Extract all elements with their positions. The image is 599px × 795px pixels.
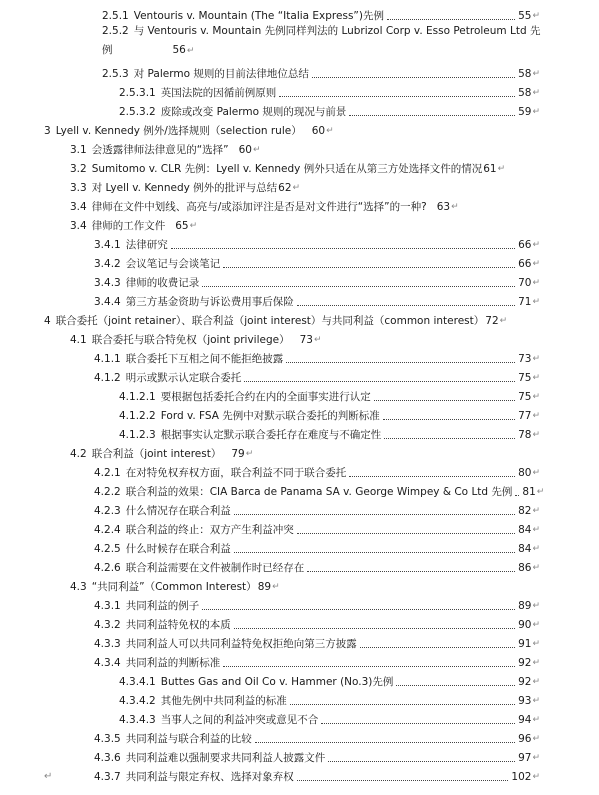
toc-entry-title: 共同利益的例子 xyxy=(125,600,200,612)
toc-entry-page: 102 xyxy=(511,771,532,783)
toc-entry-title: Ford v. FSA 先例中对默示联合委托的判断标准 xyxy=(160,410,380,422)
toc-entry-number: 4.2.3 xyxy=(94,505,121,517)
toc-entry-page: 96 xyxy=(518,733,532,745)
toc-entry[interactable] xyxy=(102,62,540,81)
toc-entry-page: 63 xyxy=(436,201,451,213)
toc-entry-page: 72 xyxy=(485,315,499,327)
toc-entry-number: 3.4 xyxy=(70,220,87,232)
toc-entry-title: 联合委托下互相之间不能拒绝披露 xyxy=(125,353,284,365)
toc-entry[interactable] xyxy=(94,271,540,290)
toc-entry[interactable] xyxy=(94,613,540,632)
toc-entry-title: 共同利益人可以共同利益特免权拒绝向第三方披露 xyxy=(125,638,357,650)
return-mark: ↵ xyxy=(272,582,280,592)
toc-entry-number: 4.2.6 xyxy=(94,562,121,574)
toc-entry[interactable] xyxy=(70,195,540,214)
toc-entry[interactable] xyxy=(119,670,540,689)
toc-entry-title: 在对特免权弃权方面，联合利益不同于联合委托 xyxy=(125,467,347,479)
return-mark: ↵ xyxy=(532,772,540,782)
toc-entry-page: 90 xyxy=(518,619,532,631)
toc-entry[interactable] xyxy=(94,347,540,366)
toc-entry[interactable] xyxy=(94,537,540,556)
toc-entry-number: 3.3 xyxy=(70,182,87,194)
dot-leader xyxy=(223,267,515,268)
toc-entry-page: 82 xyxy=(518,505,532,517)
toc-entry[interactable] xyxy=(102,4,540,23)
return-mark: ↵ xyxy=(532,411,540,421)
toc-entry[interactable] xyxy=(70,176,540,195)
toc-entry-page: 89 xyxy=(518,600,532,612)
toc-entry[interactable] xyxy=(119,404,540,423)
dot-leader xyxy=(374,400,515,401)
return-mark: ↵ xyxy=(189,221,198,231)
return-mark: ↵ xyxy=(532,297,540,307)
dot-leader xyxy=(515,495,519,496)
toc-entry-page: 73 xyxy=(518,353,532,365)
toc-entry-title: 什么时候存在联合利益 xyxy=(125,543,231,555)
return-mark: ↵ xyxy=(451,202,459,212)
return-mark: ↵ xyxy=(532,753,540,763)
toc-entry[interactable] xyxy=(94,632,540,651)
dot-leader xyxy=(360,647,515,648)
return-mark: ↵ xyxy=(532,88,540,98)
toc-entry-number: 3.4 xyxy=(70,201,87,213)
toc-entry-page: 77 xyxy=(518,410,532,422)
toc-entry[interactable] xyxy=(44,309,544,328)
toc-entry-number: 2.5.2 xyxy=(102,25,129,37)
toc-entry-page: 70 xyxy=(518,277,532,289)
toc-entry-title: Buttes Gas and Oil Co v. Hammer (No.3)先例 xyxy=(160,676,394,688)
toc-entry-number: 4.3.4.2 xyxy=(119,695,156,707)
toc-entry-title: 联合利益需要在文件被制作时已经存在 xyxy=(125,562,305,574)
toc-entry-title: 对 Palermo 规则的目前法律地位总结 xyxy=(133,68,309,80)
return-mark: ↵ xyxy=(497,164,506,174)
toc-entry[interactable] xyxy=(94,252,540,271)
toc-entry[interactable] xyxy=(94,480,545,499)
dot-leader xyxy=(328,761,515,762)
toc-entry[interactable] xyxy=(102,22,546,60)
toc-entry-number: 4.3.5 xyxy=(94,733,121,745)
toc-entry-title: 与 Ventouris v. Mountain 先例同样判法的 Lubrizol Corp v. Esso Petroleum Ltd 先例 xyxy=(102,25,541,56)
dot-leader xyxy=(234,552,515,553)
return-mark: ↵ xyxy=(532,259,540,269)
dot-leader xyxy=(234,628,515,629)
toc-entry-title: 共同利益与联合利益的比较 xyxy=(125,733,252,745)
return-mark: ↵ xyxy=(532,354,540,364)
toc-entry[interactable] xyxy=(94,518,540,537)
toc-entry-number: 4.1.1 xyxy=(94,353,121,365)
dot-leader xyxy=(223,666,515,667)
toc-entry[interactable] xyxy=(94,594,540,613)
toc-entry[interactable] xyxy=(94,651,540,670)
toc-entry-page: 75 xyxy=(518,372,532,384)
toc-entry[interactable] xyxy=(94,727,540,746)
toc-entry-title: Lyell v. Kennedy 例外/选择规则（selection rule） xyxy=(55,125,302,137)
toc-entry-page: 94 xyxy=(518,714,532,726)
toc-entry-number: 4.3.6 xyxy=(94,752,121,764)
return-mark: ↵ xyxy=(532,639,540,649)
toc-entry-number: 4.2.5 xyxy=(94,543,121,555)
toc-entry-number: 4.3.2 xyxy=(94,619,121,631)
toc-entry-page: 97 xyxy=(518,752,532,764)
toc-entry-number: 4.2.1 xyxy=(94,467,121,479)
toc-entry-title: 联合利益的效果：CIA Barca de Panama SA v. George Wimpey & Co Ltd 先例 xyxy=(125,486,513,498)
toc-entry-title: 当事人之间的利益冲突或意见不合 xyxy=(160,714,319,726)
toc-entry-page: 93 xyxy=(518,695,532,707)
toc-entry-title: 会透露律师法律意见的“选择” xyxy=(91,144,229,156)
toc-entry-title: 律师的收费记录 xyxy=(125,277,200,289)
dot-leader xyxy=(202,609,515,610)
toc-entry-page: 81 xyxy=(522,486,536,498)
toc-entry-number: 4.3.4.1 xyxy=(119,676,156,688)
toc-entry-number: 4.1.2.2 xyxy=(119,410,156,422)
toc-entry-title: 联合委托与联合特免权（joint privilege） xyxy=(91,334,290,346)
toc-entry-page: 84 xyxy=(518,524,532,536)
toc-entry-text xyxy=(102,22,546,61)
return-mark: ↵ xyxy=(292,183,301,193)
dot-leader xyxy=(349,115,515,116)
return-mark: ↵ xyxy=(245,449,254,459)
toc-entry-number: 2.5.3.2 xyxy=(119,106,156,118)
return-mark: ↵ xyxy=(532,468,540,478)
toc-entry-number: 2.5.3.1 xyxy=(119,87,156,99)
toc-entry-page: 61 xyxy=(483,163,497,175)
toc-entry-page: 89 xyxy=(257,581,272,593)
toc-entry-title: 法律研究 xyxy=(125,239,168,251)
toc-entry-number: 4.1.2.1 xyxy=(119,391,156,403)
dot-leader xyxy=(255,742,515,743)
toc-entry-title: 共同利益的判断标准 xyxy=(125,657,221,669)
return-mark: ↵ xyxy=(532,658,540,668)
toc-entry-page: 62 xyxy=(278,182,292,194)
toc-entry-number: 3 xyxy=(44,125,51,137)
toc-entry-page: 58 xyxy=(518,87,532,99)
toc-entry[interactable] xyxy=(119,81,540,100)
toc-entry-page: 58 xyxy=(518,68,532,80)
toc-entry[interactable] xyxy=(70,157,540,176)
toc-entry-page: 75 xyxy=(518,391,532,403)
dot-leader xyxy=(202,286,515,287)
dot-leader xyxy=(383,419,515,420)
toc-entry-title: 其他先例中共同利益的标准 xyxy=(160,695,287,707)
toc-entry-page: 55 xyxy=(518,10,532,22)
toc-entry-title: 对 Lyell v. Kennedy 例外的批评与总结 xyxy=(91,182,278,194)
toc-entry-page: 80 xyxy=(518,467,532,479)
toc-entry-title: 英国法院的因循前例原则 xyxy=(160,87,277,99)
return-mark: ↵ xyxy=(252,145,261,155)
toc-entry[interactable] xyxy=(70,214,540,233)
toc-entry-title: 律师在文件中划线、高亮与/或添加评注是否是对文件进行“选择”的一种? xyxy=(91,201,427,213)
toc-entry-number: 4.3 xyxy=(70,581,87,593)
toc-entry-title: 要根据包括委托合约在内的全面事实进行认定 xyxy=(160,391,371,403)
toc-entry[interactable] xyxy=(94,499,540,518)
toc-entry-title: “共同利益”（Common Interest） xyxy=(91,581,257,593)
return-mark: ↵ xyxy=(532,69,540,79)
toc-entry-title: 共同利益与限定弃权、选择对象弃权 xyxy=(125,771,294,783)
return-mark: ↵ xyxy=(532,278,540,288)
toc-entry-number: 4.3.3 xyxy=(94,638,121,650)
toc-entry-page: 86 xyxy=(518,562,532,574)
return-mark: ↵ xyxy=(532,11,540,21)
return-mark: ↵ xyxy=(313,335,322,345)
return-mark: ↵ xyxy=(532,677,540,687)
dot-leader xyxy=(279,96,515,97)
toc-entry-title: 联合委托（joint retainer）、联合利益（joint interest）与共同利益（common interest） xyxy=(55,315,485,327)
toc-entry-number: 4.2.4 xyxy=(94,524,121,536)
toc-entry-title: 什么情况存在联合利益 xyxy=(125,505,231,517)
return-mark: ↵ xyxy=(499,316,508,326)
return-mark: ↵ xyxy=(532,601,540,611)
toc-entry-number: 4.2.2 xyxy=(94,486,121,498)
dot-leader xyxy=(171,248,515,249)
toc-entry-title: 第三方基金资助与诉讼费用事后保险 xyxy=(125,296,294,308)
toc-entry[interactable] xyxy=(94,366,540,385)
return-mark: ↵ xyxy=(532,734,540,744)
toc-entry[interactable] xyxy=(44,119,544,138)
toc-entry-page: 59 xyxy=(518,106,532,118)
toc-entry-number: 3.4.1 xyxy=(94,239,121,251)
toc-entry-number: 3.4.4 xyxy=(94,296,121,308)
toc-entry-title: 共同利益难以强制要求共同利益人披露文件 xyxy=(125,752,326,764)
toc-entry[interactable] xyxy=(70,328,540,347)
toc-entry-number: 3.4.2 xyxy=(94,258,121,270)
dot-leader xyxy=(321,723,515,724)
return-mark: ↵ xyxy=(532,544,540,554)
toc-entry-number: 4.1.2 xyxy=(94,372,121,384)
dot-leader xyxy=(349,476,515,477)
toc-entry[interactable] xyxy=(119,708,540,727)
toc-entry-page: 84 xyxy=(518,543,532,555)
toc-entry-page: 92 xyxy=(518,676,532,688)
toc-entry-page: 79 xyxy=(231,448,245,460)
toc-entry[interactable] xyxy=(70,138,540,157)
return-mark: ↵ xyxy=(536,487,545,497)
toc-entry-number: 3.1 xyxy=(70,144,87,156)
return-mark: ↵ xyxy=(532,107,540,117)
toc-entry-title: 会议笔记与会谈笔记 xyxy=(125,258,221,270)
toc-entry[interactable] xyxy=(94,290,540,309)
return-mark: ↵ xyxy=(532,696,540,706)
return-mark: ↵ xyxy=(532,373,540,383)
toc-entry[interactable] xyxy=(119,423,540,442)
dot-leader xyxy=(312,77,515,78)
toc-entry[interactable] xyxy=(70,575,540,594)
toc-entry-page: 71 xyxy=(518,296,532,308)
toc-entry-title: 废除或改变 Palermo 规则的现况与前景 xyxy=(160,106,347,118)
toc-entry-title: 律师的工作文件 xyxy=(91,220,166,232)
return-mark: ↵ xyxy=(532,392,540,402)
toc-entry-number: 4.3.4 xyxy=(94,657,121,669)
return-mark: ↵ xyxy=(532,506,540,516)
toc-entry-page: 60 xyxy=(311,125,326,137)
return-mark: ↵ xyxy=(532,563,540,573)
dot-leader xyxy=(290,704,515,705)
return-mark: ↵ xyxy=(532,715,540,725)
dot-leader xyxy=(234,514,515,515)
toc-entry-page: 60 xyxy=(238,144,252,156)
toc-entry-page: 91 xyxy=(518,638,532,650)
dot-leader xyxy=(297,780,509,781)
toc-entry-title: 联合利益（joint interest） xyxy=(91,448,222,460)
toc-entry-page: 56 xyxy=(172,44,186,56)
toc-entry-number: 4.1.2.3 xyxy=(119,429,156,441)
toc-entry-number: 4.2 xyxy=(70,448,87,460)
dot-leader xyxy=(387,19,515,20)
toc-entry-page: 78 xyxy=(518,429,532,441)
toc-entry[interactable] xyxy=(94,765,540,784)
toc-entry-number: 2.5.1 xyxy=(102,10,129,22)
toc-entry-page: 73 xyxy=(299,334,313,346)
toc-entry-page: 65 xyxy=(175,220,189,232)
toc-entry-title: 联合利益的终止：双方产生利益冲突 xyxy=(125,524,294,536)
toc-entry[interactable] xyxy=(119,385,540,404)
dot-leader xyxy=(297,533,515,534)
toc-entry-number: 3.4.3 xyxy=(94,277,121,289)
toc-entry-title: 根据事实认定默示联合委托存在难度与不确定性 xyxy=(160,429,382,441)
toc-entry-title: 明示或默示认定联合委托 xyxy=(125,372,242,384)
toc-entry[interactable] xyxy=(119,100,540,119)
toc-entry-title: Ventouris v. Mountain (The “Italia Express”)先例 xyxy=(133,10,384,22)
return-mark: ↵ xyxy=(532,620,540,630)
dot-leader xyxy=(384,438,515,439)
toc-entry[interactable] xyxy=(94,233,540,252)
toc-entry-page: 66 xyxy=(518,258,532,270)
toc-entry-number: 4.3.7 xyxy=(94,771,121,783)
toc-entry[interactable] xyxy=(94,461,540,480)
toc-entry-number: 3.2 xyxy=(70,163,87,175)
return-mark: ↵ xyxy=(532,430,540,440)
dot-leader xyxy=(307,571,515,572)
dot-leader xyxy=(396,685,515,686)
toc-entry[interactable] xyxy=(70,442,540,461)
toc-entry-number: 4.3.4.3 xyxy=(119,714,156,726)
toc-entry-page: 92 xyxy=(518,657,532,669)
dot-leader xyxy=(286,362,515,363)
toc-entry[interactable] xyxy=(94,556,540,575)
return-mark: ↵ xyxy=(532,525,540,535)
return-mark: ↵ xyxy=(326,126,334,136)
toc-entry-number: 2.5.3 xyxy=(102,68,129,80)
dot-leader xyxy=(297,305,515,306)
toc-entry-page: 66 xyxy=(518,239,532,251)
toc-entry[interactable] xyxy=(119,689,540,708)
toc-entry-title: 共同利益特免权的本质 xyxy=(125,619,231,631)
toc-entry-number: 4 xyxy=(44,315,51,327)
toc-entry-number: 4.1 xyxy=(70,334,87,346)
return-mark: ↵ xyxy=(186,46,195,56)
toc-entry-title: Sumitomo v. CLR 先例：Lyell v. Kennedy 例外只适在从第三方处选择文件的情况 xyxy=(91,163,483,175)
toc-entry-number: 4.3.1 xyxy=(94,600,121,612)
toc-entry[interactable] xyxy=(94,746,540,765)
dot-leader xyxy=(244,381,515,382)
return-mark: ↵ xyxy=(532,240,540,250)
paragraph-end-mark: ↵ xyxy=(44,771,53,782)
